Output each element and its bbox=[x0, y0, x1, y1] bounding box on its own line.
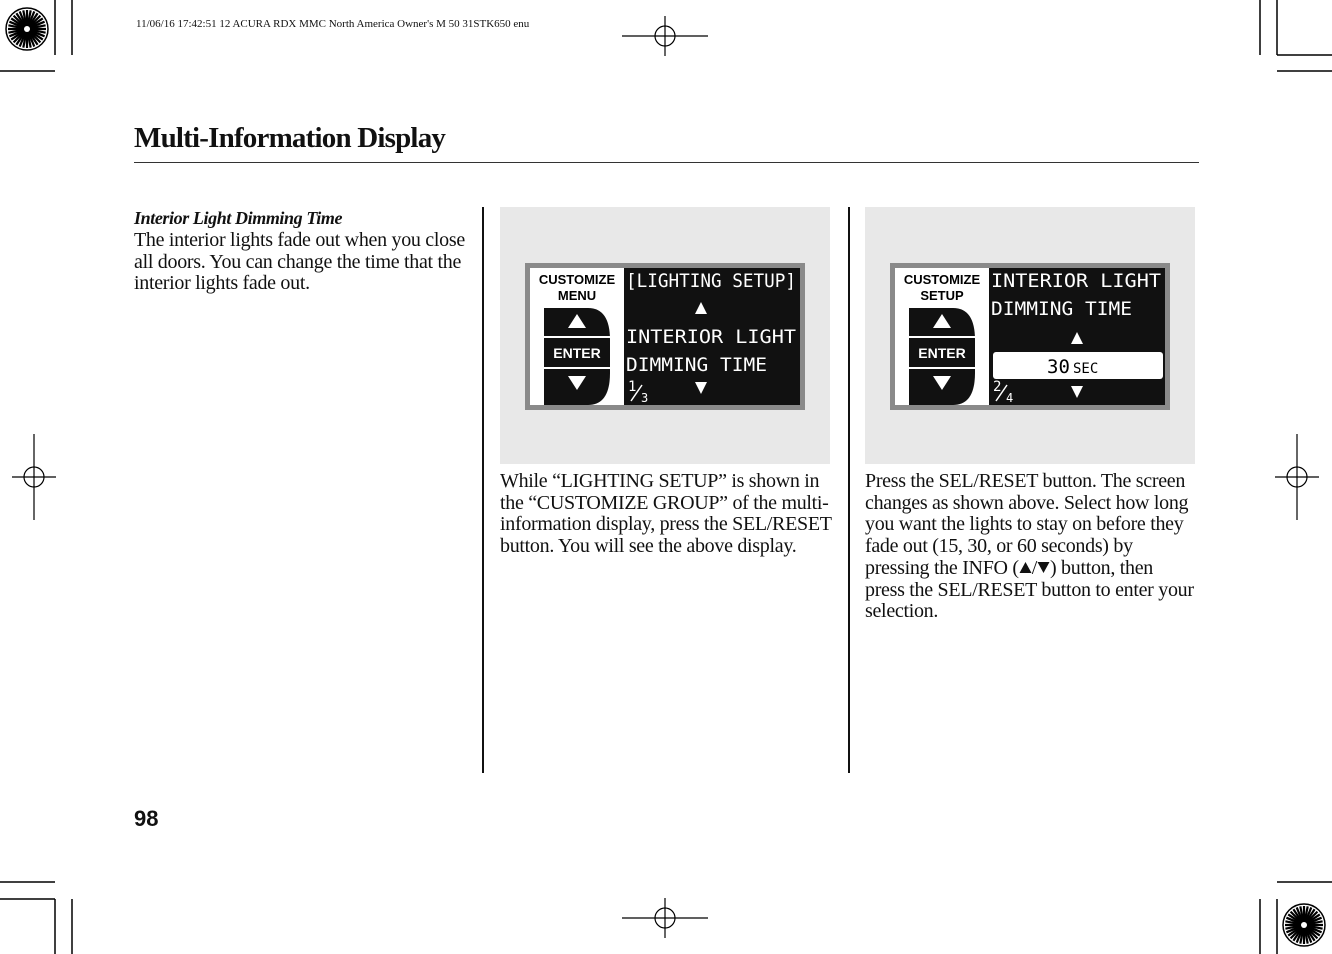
display-1-caption: While “LIGHTING SETUP” is shown in the “CUSTOMIZE GROUP” of the multi-information display, press the SEL/RESET button. You will see the above display. bbox=[500, 470, 832, 558]
screen-line-3: DIMMING TIME bbox=[626, 354, 767, 376]
mid-screen-2 bbox=[865, 207, 1195, 464]
page-indicator-denominator: 3 bbox=[641, 391, 649, 405]
page-indicator-numerator: 2 bbox=[993, 379, 1002, 395]
mid-screen-1 bbox=[500, 207, 830, 464]
selected-value: 30 bbox=[1047, 356, 1070, 378]
enter-label: ENTER bbox=[553, 345, 601, 361]
down-triangle-icon bbox=[1037, 561, 1050, 574]
up-triangle-icon bbox=[1019, 561, 1032, 574]
page-number: 98 bbox=[134, 806, 159, 831]
side-label-1: CUSTOMIZE bbox=[538, 272, 616, 287]
section-heading: Interior Light Dimming Time bbox=[134, 208, 343, 228]
side-label-2: SETUP bbox=[920, 288, 964, 303]
title-divider bbox=[134, 162, 1199, 163]
display-illustration-2 bbox=[865, 207, 1195, 464]
print-metadata: 11/06/16 17:42:51 12 ACURA RDX MMC North America Owner's M 50 31STK650 enu bbox=[136, 18, 530, 30]
display-illustration-1 bbox=[500, 207, 830, 464]
page-indicator-numerator: 1 bbox=[628, 379, 637, 395]
section-body: The interior lights fade out when you close all doors. You can change the time that the interior lights fade out. bbox=[134, 229, 465, 295]
caption-text-part1: Press the SEL/RESET button. The screen changes as shown above. Select how long you want the lights to stay on before they fade out (15, 30, or 60 seconds) by pressing the INFO ( bbox=[865, 470, 1189, 579]
enter-label: ENTER bbox=[918, 345, 966, 361]
screen-line-2: INTERIOR LIGHT bbox=[626, 326, 796, 348]
screen-line-2: DIMMING TIME bbox=[991, 298, 1132, 320]
caption-text-part2: ) button, then press the SEL/RESET button to enter your selection. bbox=[865, 556, 1194, 623]
side-label-2: MENU bbox=[557, 288, 597, 303]
caption-separator: / bbox=[1031, 556, 1037, 579]
column-divider-left bbox=[482, 207, 484, 773]
side-label-1: CUSTOMIZE bbox=[903, 272, 981, 287]
screen-line-1: INTERIOR LIGHT bbox=[991, 270, 1161, 292]
column-divider-right bbox=[848, 207, 850, 773]
page-indicator-denominator: 4 bbox=[1006, 391, 1014, 405]
display-2-caption bbox=[865, 471, 1195, 623]
selected-value-unit: SEC bbox=[1073, 361, 1099, 377]
page-title: Multi-Information Display bbox=[134, 122, 446, 154]
screen-line-1: [LIGHTING SETUP] bbox=[626, 270, 796, 292]
